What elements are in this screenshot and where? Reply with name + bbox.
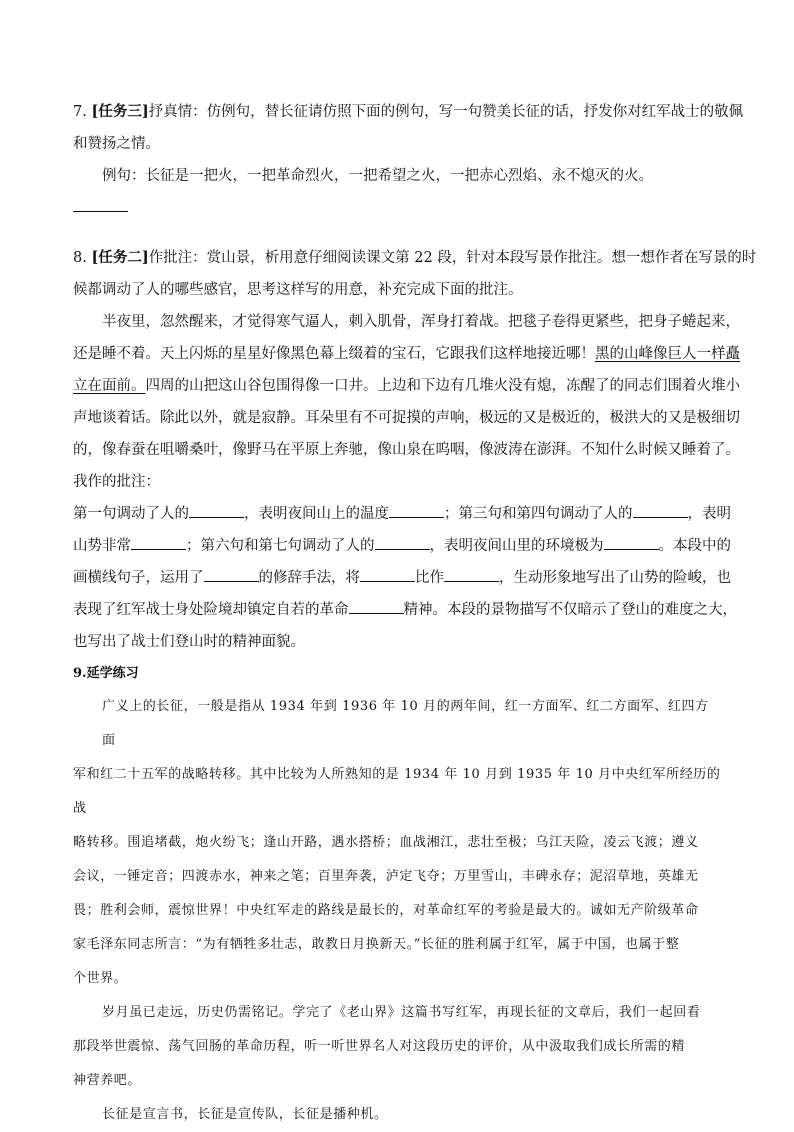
extension-line: 个世界。 xyxy=(73,971,128,986)
extension-line: 会议，一锤定音；四渡赤水，神来之笔；百里奔袭，泸定飞夺；万里雪山，丰碑永存；泥沼草地，英雄无 xyxy=(73,869,699,884)
extension-line: 广义上的长征，一般是指从 1934 年到 1936 年 10 月的两年间，红一方面军、红二方面军、红四方面 xyxy=(102,699,709,748)
passage-line: 半夜里，忽然醒来，才觉得寒气逼人，刺入肌骨，浑身打着战。把毯子卷得更紧些，把身子蜷起来， xyxy=(102,314,740,330)
annotation-text: ，生动形象地写出了山势的险峻，也 xyxy=(499,570,731,586)
question-7-line-2: 和赞扬之情。 xyxy=(73,136,160,152)
passage-line: 的，像春蚕在咀嚼桑叶，像野马在平原上奔驰，像山泉在呜咽，像波涛在澎湃。不知什么时候又睡着了。 xyxy=(73,442,740,458)
annotation-text: 。本段中的 xyxy=(658,538,731,554)
extension-line: 岁月虽已走远，历史仍需铭记。学完了《老山界》这篇书写红军，再现长征的文章后，我们一起回看 xyxy=(102,1005,701,1020)
extension-line: 军和红二十五军的战略转移。其中比较为人所熟知的是 1934 年 10 月到 1935 年 10 月中央红军所经历的战 xyxy=(73,767,721,816)
annotation-text: 山势非常 xyxy=(73,538,131,554)
answer-blank-line[interactable] xyxy=(73,192,721,224)
passage-line: 声地谈着话。除此以外，就是寂静。耳朵里有不可捉摸的声响，极远的又是极近的，极洪大的又是极细切 xyxy=(73,410,740,426)
underlined-sentence: 立在面前。 xyxy=(73,378,146,394)
extension-line: 神营养吧。 xyxy=(73,1073,142,1088)
question-number: 8. xyxy=(73,250,87,266)
annotation-text: 画横线句子，运用了 xyxy=(73,570,204,586)
annotation-title: 我作的批注： xyxy=(73,474,160,490)
fill-blank[interactable] xyxy=(375,535,430,550)
annotation-line xyxy=(73,594,737,626)
question-text: 作批注：赏山景，析用意仔细阅读课文第 22 段，针对本段写景作批注。想一想作者在写景的时 xyxy=(148,250,757,266)
passage-text: 还是睡不着。天上闪烁的星星好像黑色幕上缀着的宝石，它跟我们这样地接近哪！ xyxy=(73,346,595,362)
question-8-line-1 xyxy=(73,242,757,274)
fill-blank[interactable] xyxy=(360,567,415,582)
annotation-text: ；第六句和第七句调动了人的 xyxy=(186,538,375,554)
annotation-line xyxy=(73,562,731,594)
question-7-example: 例句：长征是一把火，一把革命烈火，一把希望之火，一把赤心烈焰、永不熄灭的火。 xyxy=(102,168,653,184)
task-tag: [任务三] xyxy=(91,103,149,120)
question-8-line-2: 候都调动了人的哪些感官，思考这样写的用意，补充完成下面的批注。 xyxy=(73,282,523,298)
question-number: 7. xyxy=(73,104,87,120)
annotation-text: ；第三句和第四句调动了人的 xyxy=(444,506,633,522)
extension-line: 略转移。围追堵截，炮火纷飞；逢山开路，遇水搭桥；血战湘江，悲壮至极；乌江天险，凌云飞渡；遵义 xyxy=(73,835,699,850)
underlined-sentence: 黑的山峰像巨人一样矗 xyxy=(595,346,740,362)
annotation-text: 的修辞手法，将 xyxy=(258,570,360,586)
fill-blank[interactable] xyxy=(204,567,259,582)
annotation-line xyxy=(73,498,731,530)
annotation-text: 精神。本段的景物描写不仅暗示了登山的难度之大， xyxy=(403,602,737,618)
question-text: 抒真情：仿例句，替长征请仿照下面的例句，写一句赞美长征的话，抒发你对红军战士的敬佩 xyxy=(148,104,744,120)
annotation-text: ，表明 xyxy=(687,506,731,522)
document-page xyxy=(73,96,757,1132)
extension-line: 家毛泽东同志所言：“为有牺牲多壮志，敢教日月换新天。”长征的胜利属于红军，属于中国，也属于整 xyxy=(73,937,680,952)
fill-blank[interactable] xyxy=(131,535,186,550)
annotation-text: 比作 xyxy=(415,570,444,586)
fill-blank[interactable] xyxy=(349,599,404,614)
question-7-line-1 xyxy=(73,96,744,128)
passage-line xyxy=(73,370,740,402)
fill-blank[interactable] xyxy=(604,535,659,550)
extension-line: 畏；胜利会师，震惊世界！中央红军走的路线是最长的，对革命红军的考验是最大的。诚如无产阶级革命 xyxy=(73,903,699,918)
question-9-title: 9.延学练习 xyxy=(73,666,139,681)
answer-blank[interactable] xyxy=(73,197,128,212)
fill-blank[interactable] xyxy=(189,503,244,518)
extension-line: 长征是宣言书，长征是宣传队，长征是播种机。 xyxy=(102,1107,388,1122)
fill-blank[interactable] xyxy=(444,567,499,582)
annotation-text: ，表明夜间山上的温度 xyxy=(244,506,389,522)
extension-line: 那段举世震惊、荡气回肠的革命历程，听一听世界名人对这段历史的评价，从中汲取我们成长所需的精 xyxy=(73,1039,686,1054)
fill-blank[interactable] xyxy=(633,503,688,518)
annotation-text: 表现了红军战士身处险境却镇定自若的革命 xyxy=(73,602,349,618)
passage-text: 四周的山把这山谷包围得像一口井。上边和下边有几堆火没有熄，冻醒了的同志们围着火堆小 xyxy=(145,378,740,394)
fill-blank[interactable] xyxy=(389,503,444,518)
annotation-text: 第一句调动了人的 xyxy=(73,506,189,522)
task-tag: [任务二] xyxy=(91,249,149,266)
annotation-text: ，表明夜间山里的环境极为 xyxy=(429,538,604,554)
annotation-line xyxy=(73,530,731,562)
passage-line xyxy=(73,338,740,370)
annotation-line: 也写出了战士们登山时的精神面貌。 xyxy=(73,634,305,650)
